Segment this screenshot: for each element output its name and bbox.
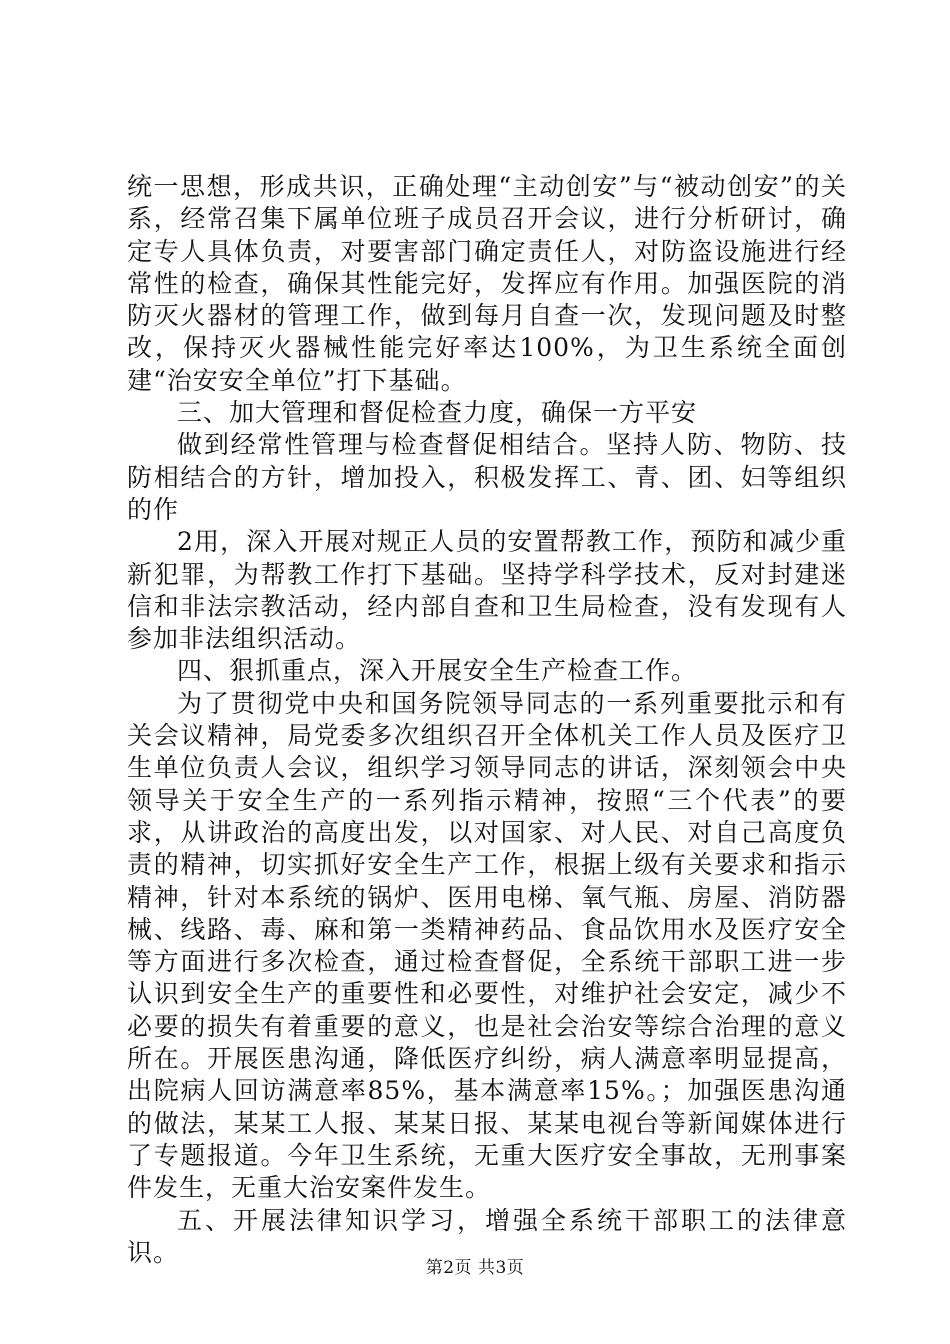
page-footer: 第2页 共3页 bbox=[425, 1258, 525, 1278]
section-heading-5: 五、开展法律知识学习，增强全系统干部职工的法律意识。 bbox=[127, 1205, 847, 1267]
paragraph-continuation: 统一思想，形成共识，正确处理“主动创安”与“被动创安”的关系，经常召集下属单位班子成员召开会议，进行分析研讨，确定专人具体负责，对要害部门确定责任人，对防盗设施进行经常性的检查，确保其性能完好，发挥应有作用。加强医院的消防灭火器材的管理工作，做到每月自查一次，发现问题及时整改，保持灭火器械性能完好率达100%，为卫生系统全面创建“治安安全单位”打下基础。 bbox=[127, 172, 847, 395]
section-heading-3: 三、加大管理和督促检查力度，确保一方平安 bbox=[177, 398, 698, 428]
paragraph: 2用，深入开展对规正人员的安置帮教工作，预防和减少重新犯罪，为帮教工作打下基础。坚持学科学技术，反对封建迷信和非法宗教活动，经内部自查和卫生局检查，没有发现有人参加非法组织活动。 bbox=[127, 527, 847, 654]
paragraph: 做到经常性管理与检查督促相结合。坚持人防、物防、技防相结合的方针，增加投入，积极发挥工、青、团、妇等组织的作 bbox=[127, 430, 847, 524]
paragraph: 为了贯彻党中央和国务院领导同志的一系列重要批示和有关会议精神，局党委多次组织召开全体机关工作人员及医疗卫生单位负责人会议，组织学习领导同志的讲话，深刻领会中央领导关于安全生产的一系列指示精神，按照“三个代表”的要求，从讲政治的高度出发，以对国家、对人民、对自己高度负责的精神，切实抓好安全生产工作，根据上级有关要求和指示精神，针对本系统的锅炉、医用电梯、氧气瓶、房屋、消防器械、线路、毒、麻和第一类精神药品、食品饮用水及医疗安全等方面进行多次检查，通过检查督促，全系统干部职工进一步认识到安全生产的重要性和必要性，对维护社会安定，减少不必要的损失有着重要的意义，也是社会治安等综合治理的意义所在。开展医患沟通，降低医疗纠纷，病人满意率明显提高，出院病人回访满意率85%，基本满意率15%。；加强医患沟通的做法，某某工人报、某某日报、某某电视台等新闻媒体进行了专题报道。今年卫生系统，无重大医疗安全事故，无刑事案件发生，无重大治安案件发生。 bbox=[127, 688, 847, 1203]
document-body bbox=[127, 171, 847, 1269]
section-heading-4: 四、狠抓重点，深入开展安全生产检查工作。 bbox=[177, 656, 698, 686]
